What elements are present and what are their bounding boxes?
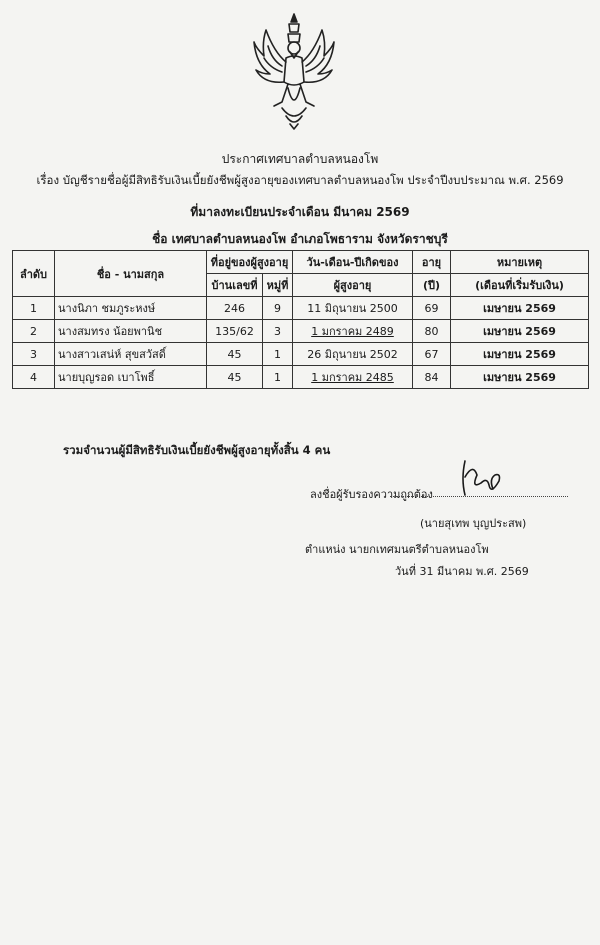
cell-no: 1 bbox=[13, 297, 55, 320]
cell-age: 80 bbox=[413, 320, 451, 343]
header-age-line1: อายุ bbox=[413, 251, 451, 274]
cell-house-no: 135/62 bbox=[207, 320, 263, 343]
cell-age: 69 bbox=[413, 297, 451, 320]
header-remark-line1: หมายเหตุ bbox=[451, 251, 589, 274]
cell-age: 67 bbox=[413, 343, 451, 366]
header-dob-line1: วัน-เดือน-ปีเกิดของ bbox=[293, 251, 413, 274]
summary-total: รวมจำนวนผู้มีสิทธิรับเงินเบี้ยยังชีพผู้สูงอายุทั้งสิ้น 4 คน bbox=[63, 443, 331, 457]
cell-dob: 11 มิถุนายน 2500 bbox=[293, 297, 413, 320]
header-address: ที่อยู่ของผู้สูงอายุ bbox=[207, 251, 293, 274]
cell-moo: 9 bbox=[263, 297, 293, 320]
beneficiary-table bbox=[12, 250, 589, 389]
office-line: ชื่อ เทศบาลตำบลหนองโพ อำเภอโพธาราม จังหวัดราชบุรี bbox=[152, 232, 448, 246]
cell-name: นางนิภา ชมภูระหงษ์ bbox=[55, 297, 207, 320]
cell-dob: 26 มิถุนายน 2502 bbox=[293, 343, 413, 366]
header-row bbox=[13, 251, 589, 274]
signer-position: ตำแหน่ง นายกเทศมนตรีตำบลหนองโพ bbox=[305, 543, 489, 556]
cell-remark: เมษายน 2569 bbox=[451, 366, 589, 389]
header-name: ชื่อ - นามสกุล bbox=[55, 251, 207, 297]
header-no: ลำดับ bbox=[13, 251, 55, 297]
cell-house-no: 45 bbox=[207, 343, 263, 366]
signer-name: (นายสุเทพ บุญประสพ) bbox=[420, 517, 527, 530]
cell-age: 84 bbox=[413, 366, 451, 389]
cell-moo: 1 bbox=[263, 366, 293, 389]
cell-no: 3 bbox=[13, 343, 55, 366]
registration-line: ที่มาลงทะเบียนประจำเดือน มีนาคม 2569 bbox=[190, 205, 410, 219]
header-moo: หมู่ที่ bbox=[263, 274, 293, 297]
header-age-line2: (ปี) bbox=[413, 274, 451, 297]
cell-remark: เมษายน 2569 bbox=[451, 343, 589, 366]
cell-dob: 1 มกราคม 2485 bbox=[293, 366, 413, 389]
header-remark-line2: (เดือนที่เริ่มรับเงิน) bbox=[451, 274, 589, 297]
garuda-emblem-icon bbox=[252, 12, 336, 130]
cell-name: นางสมทรง น้อยพานิช bbox=[55, 320, 207, 343]
cell-moo: 3 bbox=[263, 320, 293, 343]
table-row bbox=[13, 297, 589, 320]
cell-remark: เมษายน 2569 bbox=[451, 320, 589, 343]
table-row bbox=[13, 343, 589, 366]
table-row bbox=[13, 320, 589, 343]
cell-no: 4 bbox=[13, 366, 55, 389]
header-house-no: บ้านเลขที่ bbox=[207, 274, 263, 297]
cell-house-no: 45 bbox=[207, 366, 263, 389]
cell-name: นางสาวเสน่ห์ สุขสวัสดิ์ bbox=[55, 343, 207, 366]
cell-house-no: 246 bbox=[207, 297, 263, 320]
handwritten-signature bbox=[455, 455, 505, 500]
cell-dob: 1 มกราคม 2489 bbox=[293, 320, 413, 343]
subject-line: เรื่อง บัญชีรายชื่อผู้มีสิทธิรับเงินเบี้ยยังชีพผู้สูงอายุของเทศบาลตำบลหนองโพ ประจำปีงบประมาณ พ.ศ. 2569 bbox=[36, 173, 564, 187]
header-dob-line2: ผู้สูงอายุ bbox=[293, 274, 413, 297]
cell-moo: 1 bbox=[263, 343, 293, 366]
table-row bbox=[13, 366, 589, 389]
signature-label: ลงชื่อผู้รับรองความถูกต้อง bbox=[310, 488, 433, 501]
document-date: วันที่ 31 มีนาคม พ.ศ. 2569 bbox=[395, 565, 529, 578]
cell-no: 2 bbox=[13, 320, 55, 343]
cell-remark: เมษายน 2569 bbox=[451, 297, 589, 320]
cell-name: นายบุญรอด เบาโพธิ์ bbox=[55, 366, 207, 389]
announcement-title: ประกาศเทศบาลตำบลหนองโพ bbox=[221, 152, 379, 166]
signature-line bbox=[390, 496, 568, 497]
